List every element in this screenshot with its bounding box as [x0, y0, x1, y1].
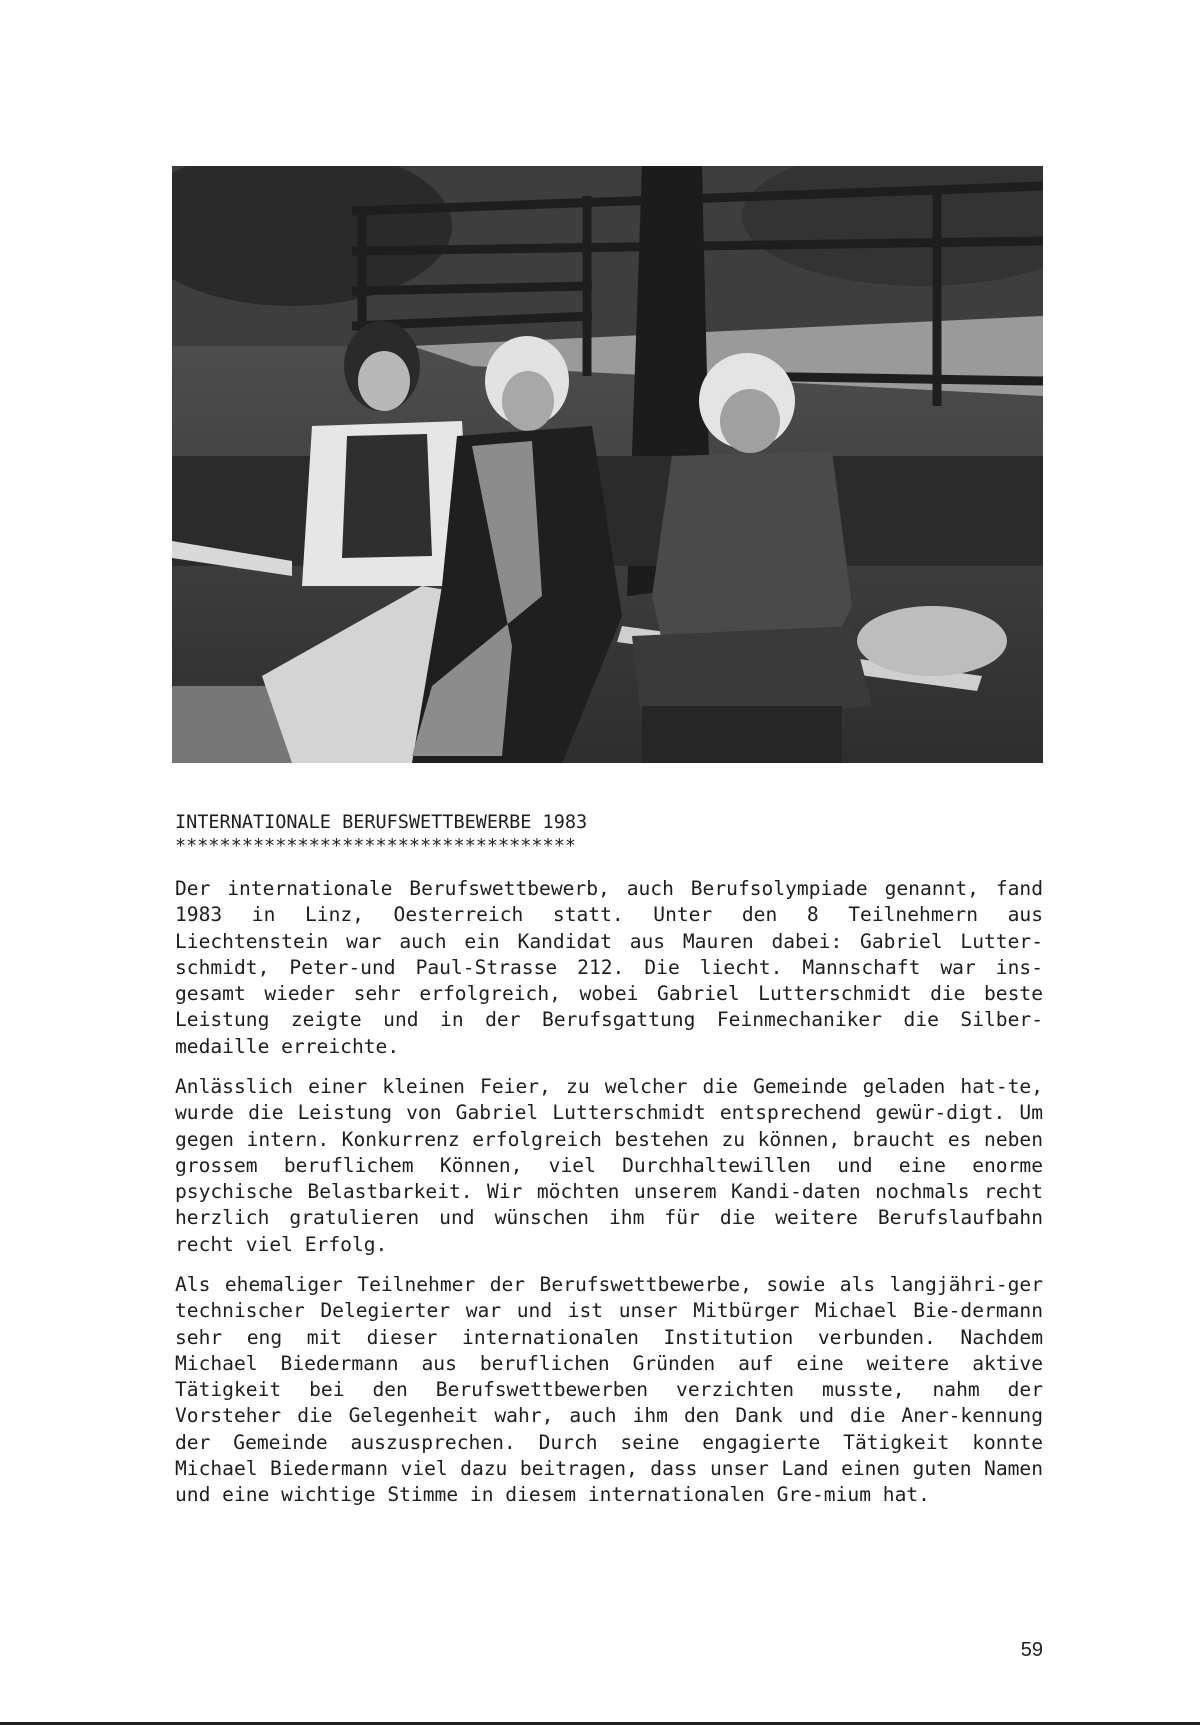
page-number: 59 — [1020, 1639, 1043, 1661]
paragraph-2: Anlässlich einer kleinen Feier, zu welcher die Gemeinde geladen hat-te, wurde die Leistung von Gabriel Lutterschmidt entsprechend gewür-digt. Um gegen intern. Konkurrenz erfolgreich bestehen zu können, braucht es neben grossem beruflichem Können, viel Durchhaltewillen und eine enorme psychische Belastbarkeit. Wir möchten unserem Kandi-daten nochmals recht herzlich gratulieren und wünschen ihm für die weitere Berufslaufbahn recht viel Erfolg. — [175, 1075, 1043, 1256]
heading-underline: ************************************ — [175, 836, 576, 857]
paragraph-1: Der internationale Berufswettbewerb, auch Berufsolympiade genannt, fand 1983 in Linz, Oesterreich statt. Unter den 8 Teilnehmern aus Liechtenstein war auch ein Kandidat aus Mauren dabei: Gabriel Lutter-schmidt, Peter-und Paul-Strasse 212. Die liecht. Mannschaft war ins-gesamt wieder sehr erfolgreich, wobei Gabriel Lutterschmidt die beste Leistung zeigte und in der Berufsgattung Feinmechaniker die Silber-medaille erreichte. — [175, 877, 1043, 1058]
article-heading: INTERNATIONALE BERUFSWETTBEWERBE 1983 — [175, 812, 588, 833]
photo-three-women-on-bench — [172, 166, 1043, 763]
paragraph-3: Als ehemaliger Teilnehmer der Berufswettbewerbe, sowie als langjähri-ger technischer Delegierter war und ist unser Mitbürger Michael Bie-dermann sehr eng mit dieser internationalen Institution verbunden. Nachdem Michael Biedermann aus beruflichen Gründen auf eine weitere aktive Tätigkeit bei den Berufswettbewerben verzichten musste, nahm der Vorsteher die Gelegenheit wahr, auch ihm den Dank und die Aner-kennung der Gemeinde auszusprechen. Durch seine engagierte Tätigkeit konnte Michael Biedermann viel dazu beitragen, dass unser Land einen guten Namen und eine wichtige Stimme in diesem internationalen Gre-mium hat. — [175, 1273, 1043, 1507]
